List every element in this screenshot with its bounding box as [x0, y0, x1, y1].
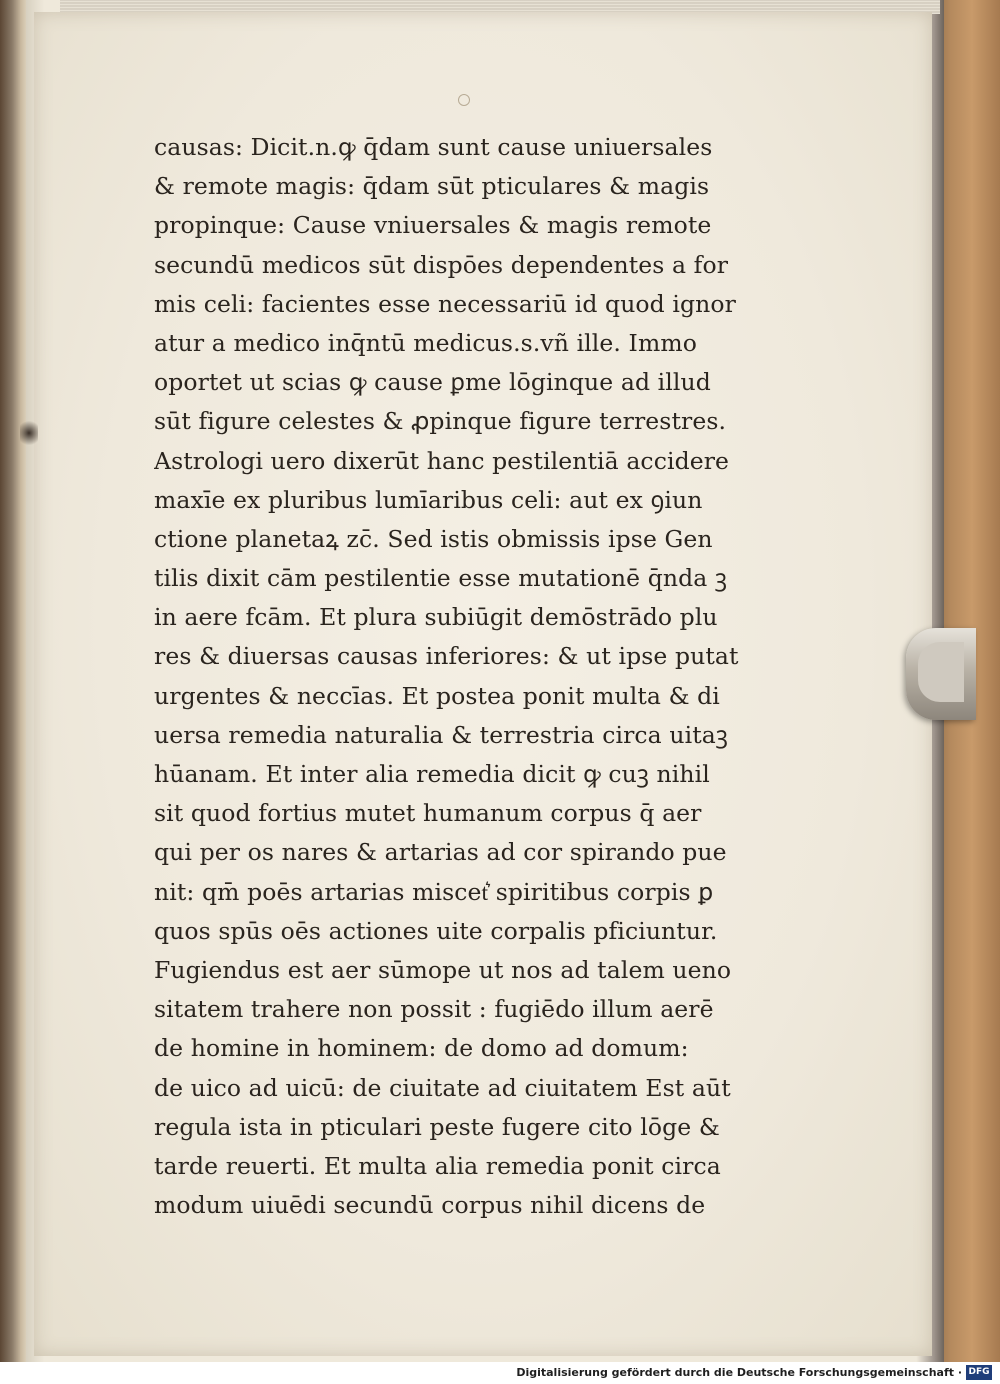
text-line: causas: Dicit.n.ꝙ q̄dam sunt cause uniuersales [154, 133, 713, 161]
folio-mark [458, 94, 470, 106]
dfg-logo-icon: DFG [966, 1365, 992, 1380]
text-line: qui per os nares & artarias ad cor spirando pue [154, 838, 727, 867]
text-line: de uico ad uicū: de ciuitate ad ciuitatem Est aūt [154, 1073, 731, 1102]
text-line: res & diuersas causas inferiores: & ut ipse putat [154, 642, 739, 671]
text-line: & remote magis: q̄dam sūt pticulares & magis [154, 172, 710, 201]
text-block [154, 128, 744, 1225]
text-line: quos spūs oēs actiones uite corpalis pficiuntur. [154, 916, 718, 945]
gutter-stain [20, 418, 38, 448]
clasp-inner [918, 642, 964, 702]
text-line: sit quod fortius mutet humanum corpus q̄ aer [154, 799, 702, 828]
text-line: propinque: Cause vniuersales & magis remote [154, 211, 712, 240]
text-line: tilis dixit cām pestilentie esse mutationē q̄nda ꝫ [154, 564, 728, 593]
text-line: sūt figure celestes & ꝓpinque figure terrestres. [154, 407, 727, 436]
text-line: hūanam. Et inter alia remedia dicit ꝙ cuꝫ nihil [154, 760, 710, 788]
text-line: de homine in hominem: de domo ad domum: [154, 1034, 689, 1063]
footer-bar [0, 1362, 1000, 1384]
text-line: ctione planetaꝝ zc̄. Sed istis obmissis ipse Gen [154, 524, 713, 553]
text-line: sitatem trahere non possit : fugiēdo illum aerē [154, 995, 714, 1024]
text-line: uersa remedia naturalia & terrestria circa uitaꝫ [154, 720, 728, 749]
text-line: nit: qm̄ poēs artarias miscet͛ spiritibus corpis ꝑ [154, 877, 714, 906]
text-line: urgentes & neccīas. Et postea ponit multa & di [154, 681, 720, 710]
funding-credit: Digitalisierung gefördert durch die Deutsche Forschungsgemeinschaft · [516, 1366, 962, 1379]
text-line: Fugiendus est aer sūmope ut nos ad talem ueno [154, 955, 732, 984]
text-line: secundū medicos sūt dispōes dependentes a for [154, 250, 729, 279]
text-line: modum uiuēdi secundū corpus nihil dicens de [154, 1191, 706, 1220]
text-line: Astrologi uero dixerūt hanc pestilentiā accidere [154, 446, 730, 475]
text-line: tarde reuerti. Et multa alia remedia ponit circa [154, 1151, 721, 1180]
text-line: atur a medico inq̄ntū medicus.s.vñ ille. Immo [154, 328, 697, 357]
text-line: in aere fcām. Et plura subiūgit demōstrādo plu [154, 603, 718, 632]
text-line: mis celi: facientes esse necessariū id quod ignor [154, 289, 736, 318]
clasp-icon [906, 628, 976, 720]
text-line: regula ista in pticulari peste fugere cito lōge & [154, 1112, 720, 1141]
text-line: maxīe ex pluribus lumīaribus celi: aut ex ꝯiun [154, 485, 703, 514]
text-line: oportet ut scias ꝙ cause ꝑme lōginque ad illud [154, 368, 711, 397]
